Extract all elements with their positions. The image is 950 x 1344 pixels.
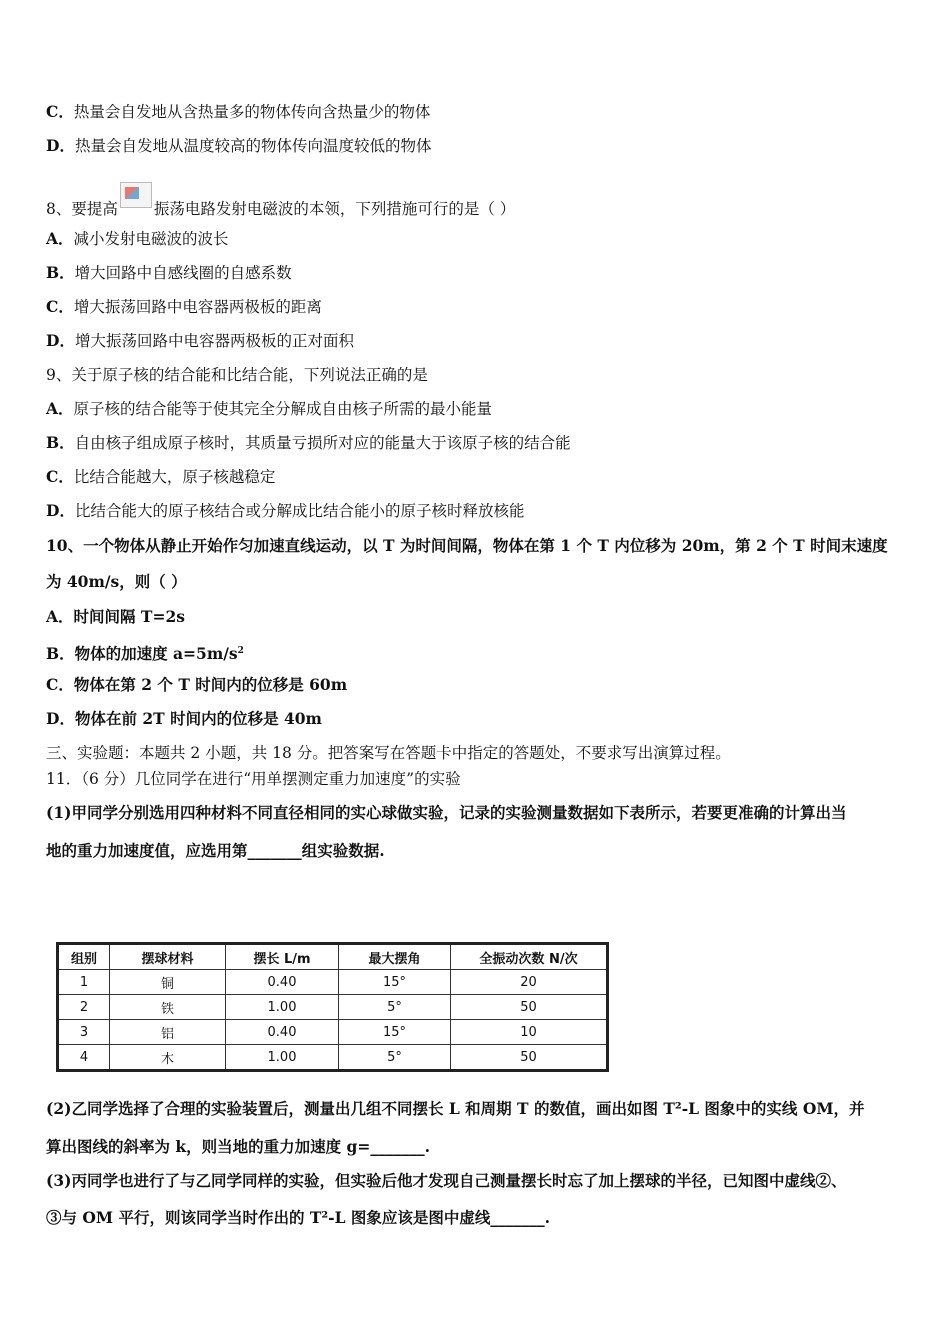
table-row: [58, 1045, 608, 1071]
option-text: 原子核的结合能等于使其完全分解成自由核子所需的最小能量: [73, 400, 493, 418]
table-cell: 3: [58, 1020, 110, 1045]
q11-part3-line1: (3)丙同学也进行了与乙同学同样的实验，但实验后他才发现自己测量摆长时忘了加上摆球的半径，已知图中虚线②、: [46, 1171, 847, 1190]
q8-stem-before: 8、要提高: [46, 200, 118, 218]
q8-option-c: [46, 297, 322, 317]
table-header-cell: 最大摆角: [339, 944, 451, 970]
option-text: 自由核子组成原子核时，其质量亏损所对应的能量大于该原子核的结合能: [74, 434, 571, 452]
option-text: 热量会自发地从温度较高的物体传向温度较低的物体: [74, 137, 432, 155]
option-text: 物体的加速度 a=5m/s: [74, 644, 238, 664]
table-cell: 15°: [339, 1020, 451, 1045]
q8-stem-after: 振荡电路发射电磁波的本领，下列措施可行的是（ ）: [153, 200, 516, 218]
option-letter: C．: [46, 675, 74, 694]
option-letter: D．: [46, 136, 75, 155]
q11-part2-line1: (2)乙同学选择了合理的实验装置后，测量出几组不同摆长 L 和周期 T 的数值，画出如图 T²-L 图象中的实线 OM，并: [46, 1099, 865, 1118]
table-cell: 0.40: [226, 970, 339, 995]
q10-option-a: [46, 607, 185, 627]
option-letter: A．: [46, 399, 74, 418]
table-cell: 5°: [339, 995, 451, 1020]
table-row: [58, 1020, 608, 1045]
table-row: [58, 970, 608, 995]
option-text: 减小发射电磁波的波长: [73, 230, 229, 248]
q10-option-d: [46, 709, 322, 729]
q7-option-d: [46, 136, 431, 156]
q8-option-d: [46, 331, 354, 351]
option-text: 物体在前 2T 时间内的位移是 40m: [74, 709, 322, 728]
option-letter: A．: [46, 607, 74, 626]
option-letter: A．: [46, 229, 74, 248]
q9-option-b: [46, 433, 571, 453]
table-cell: 木: [110, 1045, 226, 1071]
q10-option-c: [46, 675, 347, 695]
q10-stem-line1: 10、一个物体从静止开始作匀加速直线运动，以 T 为时间间隔，物体在第 1 个 T 内位移为 20m，第 2 个 T 时间末速度: [46, 536, 888, 555]
option-text: 比结合能大的原子核结合或分解成比结合能小的原子核时释放核能: [74, 502, 525, 520]
table-row: [58, 995, 608, 1020]
option-text: 热量会自发地从含热量多的物体传向含热量少的物体: [73, 103, 431, 121]
broken-image-icon: [120, 182, 152, 208]
q9-option-c: [46, 467, 275, 487]
option-letter: D．: [46, 331, 75, 350]
table-cell: 1.00: [226, 1045, 339, 1071]
table-cell: 1: [58, 970, 110, 995]
table-header-cell: 摆球材料: [110, 944, 226, 970]
option-letter: C．: [46, 467, 74, 486]
table-cell: 2: [58, 995, 110, 1020]
option-text: 增大振荡回路中电容器两极板的正对面积: [74, 332, 354, 350]
q8-option-a: [46, 229, 229, 249]
q11-stem: 11．（6 分）几位同学在进行“用单摆测定重力加速度”的实验: [46, 770, 461, 788]
option-text: 时间间隔 T=2s: [73, 607, 185, 626]
experiment-data-table: [56, 942, 609, 1072]
section-heading: 三、实验题：本题共 2 小题，共 18 分。把答案写在答题卡中指定的答题处，不要求写出演算过程。: [46, 744, 731, 762]
table-header-row: [58, 944, 608, 970]
q10-option-b: [46, 641, 244, 664]
table-cell: 15°: [339, 970, 451, 995]
option-letter: C．: [46, 102, 74, 121]
table-cell: 铁: [110, 995, 226, 1020]
q9-option-a: [46, 399, 492, 419]
option-letter: B．: [46, 433, 75, 452]
table-cell: 铜: [110, 970, 226, 995]
option-text: 增大振荡回路中电容器两极板的距离: [73, 298, 322, 316]
q11-part1-line1: (1)甲同学分别选用四种材料不同直径相同的实心球做实验，记录的实验测量数据如下表所示，若要更准确的计算出当: [46, 803, 847, 822]
table-cell: 50: [451, 1045, 608, 1071]
option-text: 物体在第 2 个 T 时间内的位移是 60m: [73, 675, 348, 694]
option-letter: C．: [46, 297, 74, 316]
table-cell: 4: [58, 1045, 110, 1071]
table-header-cell: 摆长 L/m: [226, 944, 339, 970]
table-cell: 50: [451, 995, 608, 1020]
q9-stem: 9、关于原子核的结合能和比结合能，下列说法正确的是: [46, 366, 428, 384]
table-cell: 5°: [339, 1045, 451, 1071]
option-letter: B．: [46, 263, 75, 282]
option-letter: D．: [46, 501, 75, 520]
q8-stem: [46, 182, 515, 219]
table-cell: 20: [451, 970, 608, 995]
q8-option-b: [46, 263, 292, 283]
table-header-cell: 组别: [58, 944, 110, 970]
option-letter: B．: [46, 644, 75, 664]
option-letter: D．: [46, 709, 75, 728]
table-cell: 1.00: [226, 995, 339, 1020]
superscript: 2: [237, 646, 244, 656]
q10-stem-line2: 为 40m/s，则（ ）: [46, 572, 187, 591]
option-text: 增大回路中自感线圈的自感系数: [74, 264, 292, 282]
table-header-cell: 全振动次数 N/次: [451, 944, 608, 970]
q11-part1-line2: 地的重力加速度值，应选用第_______组实验数据.: [46, 841, 385, 860]
table-cell: 10: [451, 1020, 608, 1045]
table-cell: 铝: [110, 1020, 226, 1045]
option-text: 比结合能越大，原子核越稳定: [73, 468, 276, 486]
q11-part2-line2: 算出图线的斜率为 k，则当地的重力加速度 g=_______.: [46, 1137, 431, 1156]
table-cell: 0.40: [226, 1020, 339, 1045]
q7-option-c: [46, 102, 430, 122]
q11-part3-line2: ③与 OM 平行，则该同学当时作出的 T²-L 图象应该是图中虚线_______.: [46, 1208, 551, 1227]
q9-option-d: [46, 501, 524, 521]
